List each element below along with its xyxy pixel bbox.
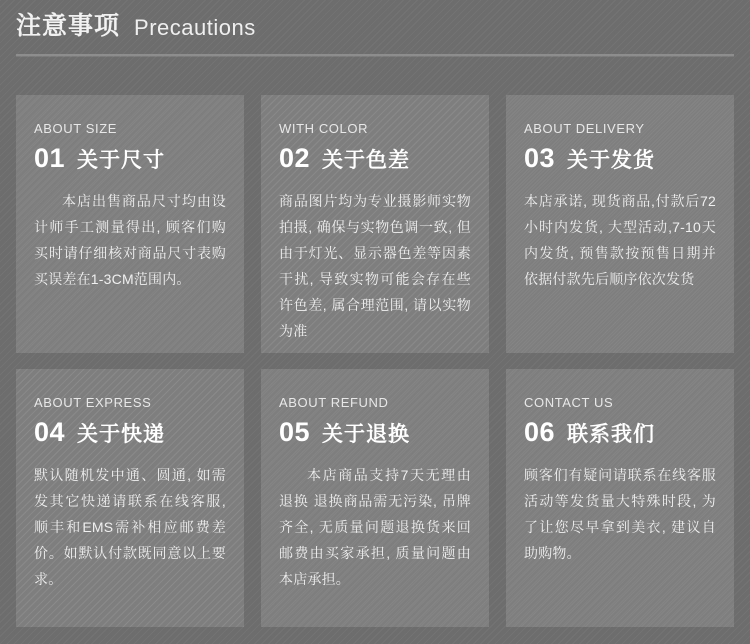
card-body-text: 顾客们有疑问请联系在线客服 活动等发货量大特殊时段, 为了让您尽早拿到美衣, 建议自助购物。 (524, 467, 716, 561)
card-subtitle-en: ABOUT DELIVERY (524, 121, 645, 136)
precaution-card-03 (506, 95, 734, 353)
card-subtitle-en: ABOUT SIZE (34, 121, 118, 136)
card-subtitle-en: WITH COLOR (279, 121, 369, 136)
card-heading (279, 419, 471, 446)
card-body-text: 本店承诺, 现货商品,付款后72小时内发货, 大型活动,7-10天内发货, 预售款按预售日期并依据付款先后顺序依次发货 (524, 193, 716, 287)
card-title: 关于发货 (567, 149, 656, 172)
header-divider (16, 54, 734, 56)
card-body-text: 商品图片均为专业摄影师实物拍摄, 确保与实物色调一致, 但由于灯光、显示器色差等因素干扰, 导致实物可能会存在些许色差, 属合理范围, 请以实物为准 (279, 193, 471, 339)
card-subtitle-en: ABOUT REFUND (279, 395, 389, 410)
precaution-cards-grid (16, 95, 734, 627)
card-subtitle-en: CONTACT US (524, 395, 614, 410)
card-number: 01 (34, 143, 66, 173)
card-title: 关于色差 (322, 149, 411, 172)
precaution-card-01 (16, 95, 244, 353)
card-title: 关于退换 (322, 423, 411, 446)
card-title: 联系我们 (567, 423, 656, 446)
card-number: 03 (524, 143, 556, 173)
precaution-card-04 (16, 369, 244, 627)
card-number: 04 (34, 417, 66, 447)
card-body-text: 本店出售商品尺寸均由设计师手工测量得出, 顾客们购买时请仔细核对商品尺寸表购买误差在1-3CM范围内。 (34, 193, 226, 287)
card-heading (279, 145, 471, 172)
card-number: 02 (279, 143, 311, 173)
card-heading (34, 145, 226, 172)
page-header (16, 14, 256, 43)
precaution-card-06 (506, 369, 734, 627)
card-body-text: 默认随机发中通、圆通, 如需发其它快递请联系在线客服, 顺丰和EMS需补相应邮费差价。如默认付款既同意以上要求。 (34, 467, 226, 587)
page-title-en: Precautions (134, 15, 256, 40)
card-number: 05 (279, 417, 311, 447)
card-subtitle-en: ABOUT EXPRESS (34, 395, 152, 410)
precaution-card-05 (261, 369, 489, 627)
card-number: 06 (524, 417, 556, 447)
card-heading (524, 419, 716, 446)
card-heading (34, 419, 226, 446)
precaution-card-02 (261, 95, 489, 353)
card-heading (524, 145, 716, 172)
card-title: 关于尺寸 (77, 149, 166, 172)
card-body-text: 本店商品支持7天无理由退换 退换商品需无污染, 吊牌齐全, 无质量问题退换货来回邮费由买家承担, 质量问题由本店承担。 (279, 467, 471, 587)
card-title: 关于快递 (77, 423, 166, 446)
page-title-cn: 注意事项 (16, 12, 121, 40)
